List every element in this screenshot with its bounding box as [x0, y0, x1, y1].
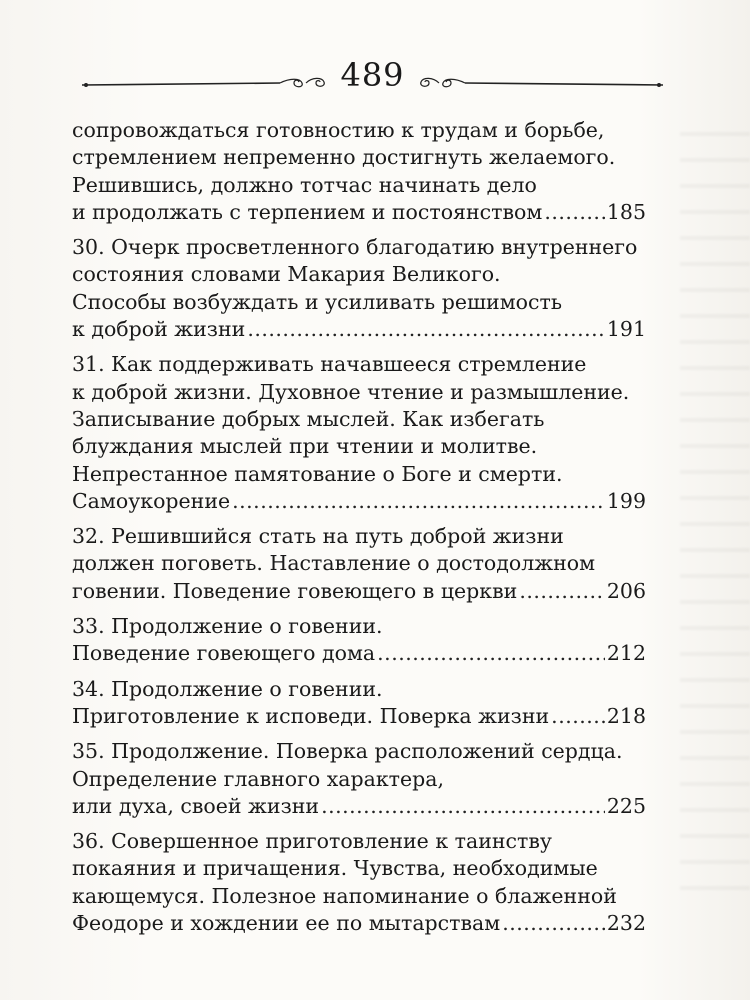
- toc-page-number: 212: [606, 641, 646, 666]
- toc-line-text: Феодоре и хождении ее по мытарствам: [72, 911, 501, 936]
- toc-line: сопровождаться готовностию к трудам и борьбе,: [72, 118, 605, 142]
- page-number: 489: [340, 56, 405, 94]
- toc-page-number: 232: [606, 911, 646, 936]
- dot-leader: [232, 488, 605, 515]
- toc-last-line: [72, 488, 646, 515]
- toc-line: 30. Очерк просветленного благодатию внутреннего: [72, 235, 638, 260]
- toc-last-line: [72, 640, 646, 667]
- dot-leader: [377, 640, 605, 667]
- toc-page-number: 218: [606, 703, 646, 728]
- toc-line: к доброй жизни. Духовное чтение и размышление.: [72, 379, 630, 404]
- toc-entry: [72, 738, 646, 820]
- toc-line: Непрестанное памятование о Боге и смерти.: [72, 461, 563, 486]
- toc-entry: [72, 234, 646, 343]
- toc-line-text: к доброй жизни: [72, 317, 246, 342]
- page-header: [80, 48, 665, 98]
- toc-entry: [72, 523, 646, 605]
- dot-leader: [519, 578, 605, 605]
- toc-line-text: говении. Поведение говеющего в церкви: [72, 578, 518, 603]
- toc-line: Решившись, должно тотчас начинать дело: [72, 172, 537, 197]
- toc-line: 35. Продолжение. Поверка расположений сердца.: [72, 739, 623, 764]
- toc-last-line: [72, 910, 646, 937]
- toc-entry: [72, 351, 646, 515]
- toc-line: должен поговеть. Наставление о достодолжном: [72, 551, 596, 576]
- dot-leader: [321, 793, 605, 820]
- toc-page-number: 185: [606, 199, 646, 224]
- toc-line: покаяния и причащения. Чувства, необходимые: [72, 856, 598, 881]
- toc-line: блуждания мыслей при чтении и молитве.: [72, 434, 538, 459]
- toc-line-text: Поведение говеющего дома: [72, 641, 376, 666]
- toc-line: 36. Совершенное приготовление к таинству: [72, 829, 552, 854]
- toc-line-text: и продолжать с терпением и постоянством: [72, 199, 543, 224]
- toc-page-number: 191: [606, 317, 646, 342]
- bleed-through-shadow: [680, 110, 750, 910]
- toc-line: 31. Как поддерживать начавшееся стремление: [72, 352, 587, 377]
- toc-page-number: 225: [606, 793, 646, 818]
- toc-line-text: Самоукорение: [72, 488, 231, 513]
- dot-leader: [247, 316, 605, 343]
- toc-line: 33. Продолжение о говении.: [72, 614, 383, 639]
- toc-line: кающемуся. Полезное напоминание о блаженной: [72, 883, 617, 908]
- dot-leader: [502, 910, 605, 937]
- toc-line: 34. Продолжение о говении.: [72, 676, 383, 701]
- toc-line-text: или духа, своей жизни: [72, 793, 320, 818]
- toc-last-line: [72, 703, 646, 730]
- toc-entry: [72, 676, 646, 731]
- toc-line: Способы возбуждать и усиливать решимость: [72, 289, 562, 314]
- toc-page-number: 199: [606, 488, 646, 513]
- toc-line: 32. Решившийся стать на путь доброй жизни: [72, 524, 564, 549]
- toc-entry: [72, 828, 646, 937]
- toc-line: состояния словами Макария Великого.: [72, 262, 501, 287]
- toc-page-number: 206: [606, 578, 646, 603]
- toc-last-line: [72, 578, 646, 605]
- toc-line: Определение главного характера,: [72, 766, 445, 791]
- ornament-right-icon: [415, 76, 665, 90]
- toc-last-line: [72, 316, 646, 343]
- toc-line-text: Приготовление к исповеди. Поверка жизни: [72, 703, 550, 728]
- table-of-contents: [72, 117, 646, 945]
- toc-last-line: [72, 793, 646, 820]
- toc-last-line: [72, 199, 646, 226]
- dot-leader: [544, 199, 605, 226]
- toc-entry: [72, 613, 646, 668]
- toc-entry: [72, 117, 646, 226]
- toc-line: стремлением непременно достигнуть желаемого.: [72, 145, 616, 170]
- toc-line: Записывание добрых мыслей. Как избегать: [72, 406, 545, 431]
- dot-leader: [551, 703, 605, 730]
